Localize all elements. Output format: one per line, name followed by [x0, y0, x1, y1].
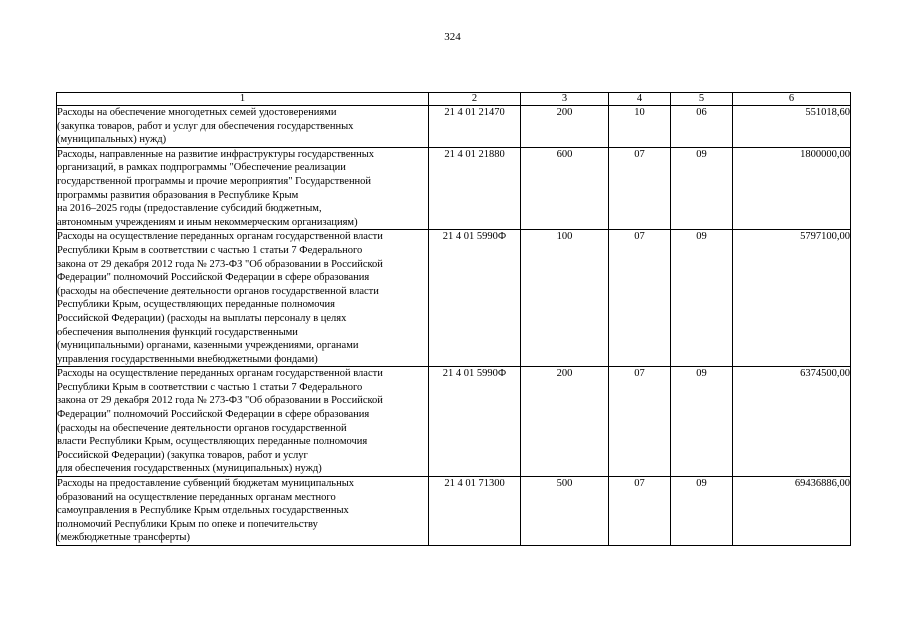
column-header: 1	[57, 93, 429, 106]
description-line: Расходы на осуществление переданных органам государственной власти	[57, 231, 383, 243]
page-number: 324	[444, 31, 461, 43]
description-line: программы развития образования в Республике Крым	[57, 189, 299, 201]
section-code: 10	[609, 106, 671, 148]
description-line: Федерации" полномочий Российской Федерации в сфере образования	[57, 409, 370, 421]
column-header: 5	[671, 93, 733, 106]
amount-value: 6374500,00	[733, 367, 851, 477]
description-line: Республики Крым в соответствии с частью 1 статьи 7 Федерального	[57, 381, 363, 393]
expense-description	[57, 147, 429, 230]
amount-value: 69436886,00	[733, 477, 851, 546]
budget-table	[56, 92, 851, 546]
description-line: Российской Федерации) (закупка товаров, работ и услуг	[57, 449, 308, 461]
expense-type: 600	[521, 147, 609, 230]
description-line: Расходы на предоставление субвенций бюджетам муниципальных	[57, 478, 355, 490]
subsection-code: 09	[671, 477, 733, 546]
section-code: 07	[609, 230, 671, 367]
description-line: Республики Крым в соответствии с частью 1 статьи 7 Федерального	[57, 244, 363, 256]
description-line: (расходы на обеспечение деятельности органов государственной	[57, 422, 347, 434]
description-line: обеспечения выполнения функций государственными	[57, 326, 298, 338]
expense-type: 200	[521, 106, 609, 148]
table-body	[57, 106, 851, 546]
description-line: организаций, в рамках подпрограммы "Обеспечение реализации	[57, 162, 346, 174]
budget-code: 21 4 01 5990Ф	[429, 367, 521, 477]
budget-code: 21 4 01 21470	[429, 106, 521, 148]
budget-code: 21 4 01 5990Ф	[429, 230, 521, 367]
description-line: Расходы на обеспечение многодетных семей удостоверениями	[57, 107, 337, 118]
description-line: (расходы на обеспечение деятельности органов государственной власти	[57, 285, 379, 297]
section-code: 07	[609, 147, 671, 230]
expense-description	[57, 367, 429, 477]
description-line: государственной программы и прочие мероприятия" Государственной	[57, 175, 372, 187]
description-line: управления государственными внебюджетными фондами)	[57, 353, 318, 365]
description-line: самоуправления в Республике Крым отдельных государственных	[57, 505, 349, 517]
column-header: 2	[429, 93, 521, 106]
description-line: закона от 29 декабря 2012 года № 273-ФЗ "Об образовании в Российской	[57, 258, 383, 270]
description-line: (межбюджетные трансферты)	[57, 532, 190, 544]
description-line: для обеспечения государственных (муниципальных) нужд)	[57, 463, 322, 475]
description-line: Республики Крым, осуществляющих переданные полномочия	[57, 299, 335, 311]
description-line: власти Республики Крым, осуществляющих переданные полномочия	[57, 436, 368, 448]
description-line: Расходы, направленные на развитие инфраструктуры государственных	[57, 148, 375, 160]
column-header: 4	[609, 93, 671, 106]
amount-value: 1800000,00	[733, 147, 851, 230]
expense-type: 100	[521, 230, 609, 367]
table-row	[57, 230, 851, 367]
expense-type: 200	[521, 367, 609, 477]
description-line: Федерации" полномочий Российской Федерации в сфере образования	[57, 272, 370, 284]
expense-type: 500	[521, 477, 609, 546]
description-line: на 2016–2025 годы (предоставление субсидий бюджетным,	[57, 203, 322, 215]
table-header-row	[57, 93, 851, 106]
column-header: 3	[521, 93, 609, 106]
description-line: (муниципальными) органами, казенными учреждениями, органами	[57, 340, 359, 352]
budget-code: 21 4 01 21880	[429, 147, 521, 230]
expense-description	[57, 477, 429, 546]
column-header: 6	[733, 93, 851, 106]
subsection-code: 09	[671, 367, 733, 477]
table-row	[57, 367, 851, 477]
section-code: 07	[609, 477, 671, 546]
subsection-code: 09	[671, 230, 733, 367]
table-row	[57, 477, 851, 546]
description-line: полномочий Республики Крым по опеке и попечительству	[57, 518, 318, 530]
amount-value: 551018,60	[733, 106, 851, 148]
description-line: Расходы на осуществление переданных органам государственной власти	[57, 368, 383, 380]
description-line: (муниципальных) нужд)	[57, 134, 167, 146]
subsection-code: 06	[671, 106, 733, 148]
description-line: автономным учреждениям и иным некоммерческим организациям)	[57, 216, 358, 228]
expense-description	[57, 230, 429, 367]
section-code: 07	[609, 367, 671, 477]
description-line: закона от 29 декабря 2012 года № 273-ФЗ "Об образовании в Российской	[57, 395, 383, 407]
table-row	[57, 147, 851, 230]
subsection-code: 09	[671, 147, 733, 230]
description-line: (закупка товаров, работ и услуг для обеспечения государственных	[57, 120, 354, 132]
description-line: Российской Федерации) (расходы на выплаты персоналу в целях	[57, 312, 347, 324]
description-line: образований на осуществление переданных органам местного	[57, 491, 336, 503]
table-row	[57, 106, 851, 148]
amount-value: 5797100,00	[733, 230, 851, 367]
budget-code: 21 4 01 71300	[429, 477, 521, 546]
expense-description	[57, 106, 429, 148]
